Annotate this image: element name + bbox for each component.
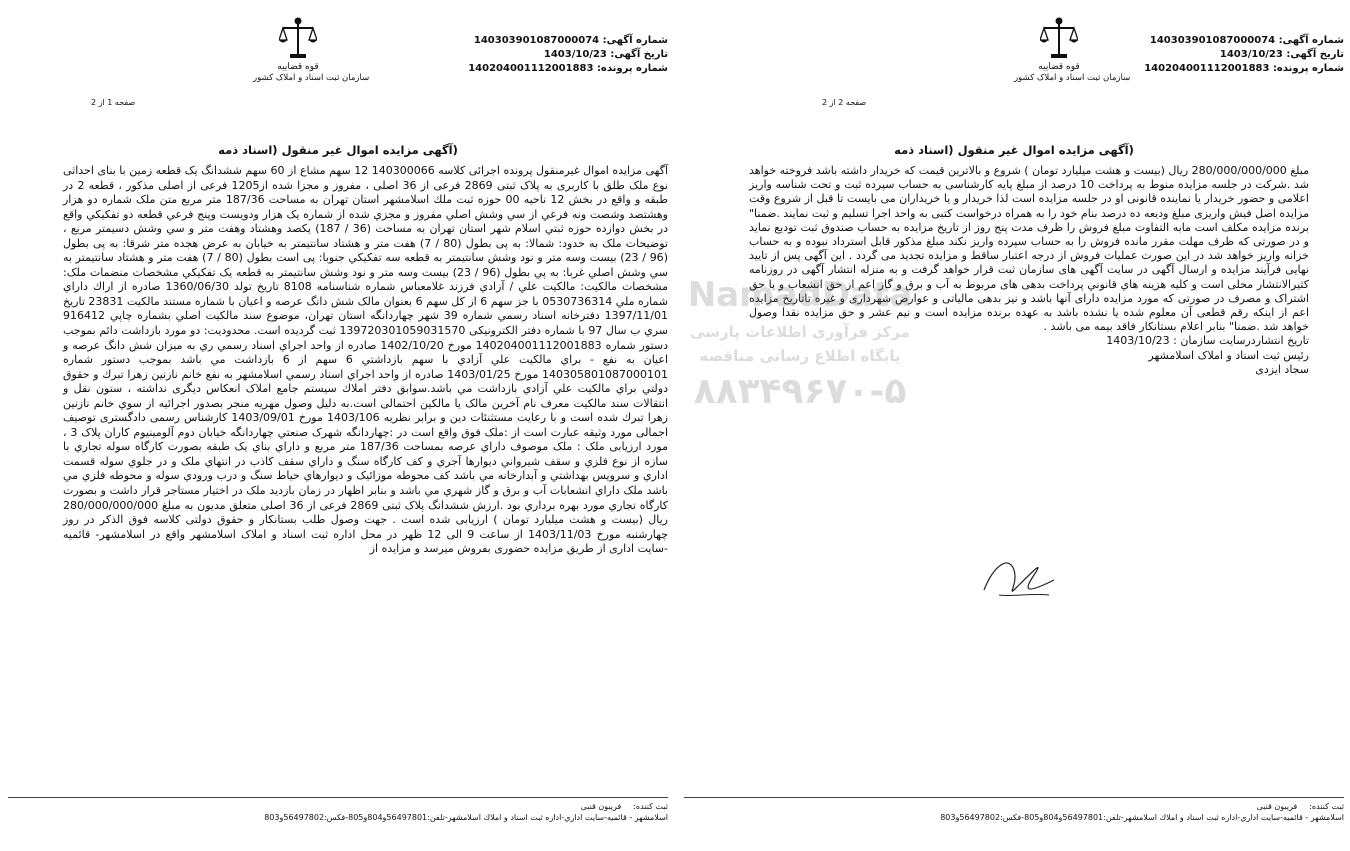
ad-date: 1403/10/23 [543, 49, 607, 60]
ad-date: 1403/10/23 [1219, 49, 1283, 60]
page-footer [8, 797, 668, 823]
notice-body [63, 164, 668, 557]
judiciary-logo [253, 14, 370, 114]
ad-number: 140303901087000074 [473, 35, 600, 46]
watermark-phone: ۸۸۳۴۹۶۷۰-۵ [693, 371, 907, 412]
footer-divider [8, 797, 668, 798]
judiciary-name: قوه قضاییه [1038, 62, 1080, 72]
page-1 [8, 0, 668, 851]
signature-image [974, 545, 1064, 605]
office-address: اسلامشهر - قائمیه-سایت اداري-اداره ثبت اسناد و املاك اسلامشهر-تلفن:56497801و804و805-فكس:56497802و803 [264, 813, 668, 822]
watermark-line1: مرکز فرآوری اطلاعات پارسی [690, 323, 910, 341]
ad-number: 140303901087000074 [1149, 35, 1276, 46]
signatory-name: سجاد ایزدی [1255, 362, 1309, 376]
page-footer [684, 797, 1344, 823]
organization-name: سازمان ثبت اسناد و املاک کشور [1014, 73, 1131, 83]
ad-metadata: شماره آگهی: 140303901087000074 تاریخ آگهی: 1403/10/23 شماره پرونده: 140204001112001883 [1144, 35, 1344, 74]
ad-metadata: شماره آگهی: 140303901087000074 تاریخ آگهی: 1403/10/23 شماره پرونده: 140204001112001883 [468, 35, 668, 74]
judiciary-logo [1014, 14, 1131, 114]
page-number: صفحه 2 از 2 [822, 98, 867, 107]
scales-emblem-icon [279, 14, 317, 62]
watermark-line2: پایگاه اطلاع رسانی مناقصه [699, 347, 901, 365]
judiciary-name: قوه قضاییه [277, 62, 319, 72]
watermark [640, 245, 960, 605]
registrar-label: ثبت کننده: [633, 802, 668, 811]
page-number: صفحه 1 از 2 [91, 98, 136, 107]
registrar-name: فریبون قنبی [1256, 802, 1298, 811]
notice-paragraph: آگهی مزایده اموال غیرمنقول پرونده اجرائی کلاسه 140300066 12 سهم مشاع از 60 سهم ششدانگ یک قطعه زمین با بنای احداثی نوع ملک طلق با کاربری به پلاک ثبتی 2869 فرعی از 36 اصلی ، مفروز و مجزا شده از1205 فرعی از اصلی مذکور ، قطعه 2 در طبقه و واقع در بخش 12 ناحیه 00 حوزه ثبت ملك اسلامشهر استان تهران به مساحت 187/36 متر مربع متن ملک شماره دو هزار وهشتصد وشصت ونه فرعي از سي وشش اصلي مفروز و مجزي شده از شماره یک هزار ودویست وپنج فرعي قطعه دو تفکیکي واقع در بخش دوازده حوزه ثبتي اسلام شهر استان تهران به مساحت (36 / 187) یکصد وهشتاد وهفت متر و سي وشش دسیمتر مربع ، توضیحات ملک به حدود: شمالا: به پی بطول (80 / 7) هفت متر و هشتاد سانتیمتر به خیابان به عرض هجده متر شرقا: به پی بطول (96 / 23) بیست وسه متر و نود وشش سانتیمتر به قطعه سه تفکیکي جنوبا: پی است بطول (80 / 7) هفت متر و هشتاد سانتیمتر به سي وشش اصلي غربا: به پي بطول (96 / 23) بیست وسه متر و نود وشش سانتیمتر به قطعه یک تفکیکي مشخصات منضمات ملک: مشخصات مالکیت: مالکیت علي / آزادي فرزند غلامعباس شماره شناسنامه 8108 تاریخ تولد 1360/06/30 صادره از اراك داراي شماره ملي 0530736314 با جز سهم 6 از کل سهم 6 بعنوان مالک شش دانگ عرصه و اعیان با شماره مستند مالکیت 23831 تاریخ 1397/11/01 دفترخانه اسناد رسمي شماره 39 شهر چهاردانگه استان تهران، موضوع سند مالکیت اصلي بشماره چاپي 916412 سري ب سال 97 با شماره دفتر الکترونیکی 139720301059031570 ثبت گردیده است. محدودیت: دو مورد بازداشت دائم بموجب دستور شماره 140204001112001883 مورخ 1402/10/20 صادره از واحد اجراي اسناد رسمي ري به میزان شش دانگ عرصه و اعیان به نفع - براي مالکیت علي آزادي با سهم بازداشتي 6 سهم از 6 بازداشت مي باشد بموجب دستور شماره 140305801087000101 مورخ 1403/01/25 صادره از واحد اجراي اسناد رسمي اسلامشهر به نفع خانم نازنین زهرا تبرك و حقوق دولتي براي مالکیت علي آزادي بازداشت مي باشد.سوابق دفتر املاك سیستم جامع املاک انعکاس دیگری نداشته ، ستون نقل و انتقالات سند مالکیت معرف نام آخرین مالک یا مالکین احتمالی است.به دلیل وصول مهریه منجر بصدور اجرائیه از سوي خانم نازنین زهرا تبرك شده است و با رعایت مستثنئات دین و برابر نظریه 1403/106 مورخ 1403/09/01 کارشناس رسمی دادگستری توصیف اجمالی مورد وثیقه عبارت است از :ملک فوق واقع است در :چهاردانگه شهرک صنعتي چهاردانگه خیابان دوم آلومینیوم کاران پلاک 3 ، مورد ارزیابی ملک : ملک موصوف داراي عرصه بمساحت 187/36 متر مربع و داراي بناي یک طبقه بصورت کارگاه سوله تجاري با سازه از نوع فلزي و سقف شیرواني دیوارها آجري و کف کارگاه سنگ و داراي سقف کاذب در انتهاي ملک و در جلوي سوله قسمت اداري و سرویس بهداشتي و آبدارخانه مي باشد کف محوطه موزائیک و دیوارهاي حیاط سنگ و درب ورودي سوله و محوطه فلزي مي باشد ملک داراي انشعابات آب و برق و گاز شهري مي باشد و بنابر اظهار در زمان بازدید ملک در اختیار مستاجر قرار داشت و بصورت کارگاه تجاري مورد بهره برداري بود .ارزش ششدانگ پلاک ثبتی 2869 فرعی از 36 اصلی متعلق مدیون به مبلغ 280/000/000/000 ریال (بیست و هشت میلیارد تومان ) ارزیابی شده است . جهت وصول طلب بستانکار و حقوق دولتی کلاسه فوق الذکر در روز چهارشنبه مورخ 1403/11/03 از ساعت 9 الی 12 ظهر در محل اداره ثبت اسناد و املاک اسلامشهر واقع در اسلامشهر- قائمیه -سایت اداری از طریق مزایده حضوری بفروش میرسد و مزایده از [63, 164, 669, 556]
notice-title: (آگهی مزایده اموال غیر منقول (اسناد ذمه [894, 143, 1134, 157]
file-number: 140204001112001883 [468, 63, 594, 74]
footer-divider [684, 797, 1344, 798]
office-address: اسلامشهر - قائمیه-سایت اداري-اداره ثبت اسناد و املاك اسلامشهر-تلفن:56497801و804و805-فكس:56497802و803 [940, 813, 1344, 822]
watermark-brand: NamadData [687, 275, 913, 315]
notice-paragraph: مبلغ 280/000/000/000 ریال (بیست و هشت میلیارد تومان ) شروع و بالاترین قیمت که خریدار داشته باشد فروخته خواهد شد .شرکت در جلسه مزایده منوط به پرداخت 10 درصد از مبلغ پایه کارشناسی به حساب سپرده ثبت و تحت شناسه واریز اعلامی و حضور خریدار یا نماینده قانونی او در جلسه مزایده است لذا خریدار و یا خریداران می بایست تا قبل از شروع وقت مزایده اصل فیش واریزی مبلغ ودیعه ده درصد بنام خود را به همراه درخواست کتبی به واحد اجرا تسلیم و ثبت نمایند .ضمنا" برنده مزایده مکلف است مابه التفاوت مبلغ فروش را ظرف مدت پنج روز از تاریخ مزایده به حساب صندوق ثبت تودیع نماید و در صورتی که ظرف مهلت مقرر مانده فروش را به حساب سپرده واریز نکند مبلغ مذکور قابل استرداد نبوده و به حساب خزانه واریز خواهد شد در این صورت عملیات فروش از درجه اعتبار ساقط و مزایده تجدید می گردد . این آگهی پس از تایید نهایی فرآیند مزایده و ارسال آگهی در سایت آگهی های سازمان ثبت قرار خواهد گرفت و به منزله انتشار آگهی در روزنامه کثیرالانتشار محلی است و کلیه هزینه هاي قانوني پرداخت بدهی های مربوط به آب و برق و گاز اعم از حق انشعاب و یا حق اشتراک و مصرف در صورتی که مورد مزایده دارای آنها باشد و نیز بدهی مالیاتی و عوارض شهرداری و غیره تاتاریخ مزایده اعم از اینکه رقم قطعی آن معلوم شده یا نشده باشد به عهده برنده مزایده است و نیم عشر و حق مزایده نقدا وصول خواهد شد .ضمنا" بنابر اعلام بستانکار فاقد بیمه می باشد . [749, 164, 1309, 334]
organization-name: سازمان ثبت اسناد و املاک کشور [253, 73, 370, 83]
registrar-name: فریبون قنبی [580, 802, 622, 811]
notice-title: (آگهی مزایده اموال غیر منقول (اسناد ذمه [218, 143, 458, 157]
scales-emblem-icon [1040, 14, 1078, 62]
signatory-title: رئیس ثبت اسناد و املاک اسلامشهر [1148, 348, 1309, 362]
file-number: 140204001112001883 [1144, 63, 1270, 74]
publish-date-line: تاریخ انتشاردرسایت سازمان : 1403/10/23 [1106, 334, 1309, 348]
registrar-label: ثبت کننده: [1309, 802, 1344, 811]
